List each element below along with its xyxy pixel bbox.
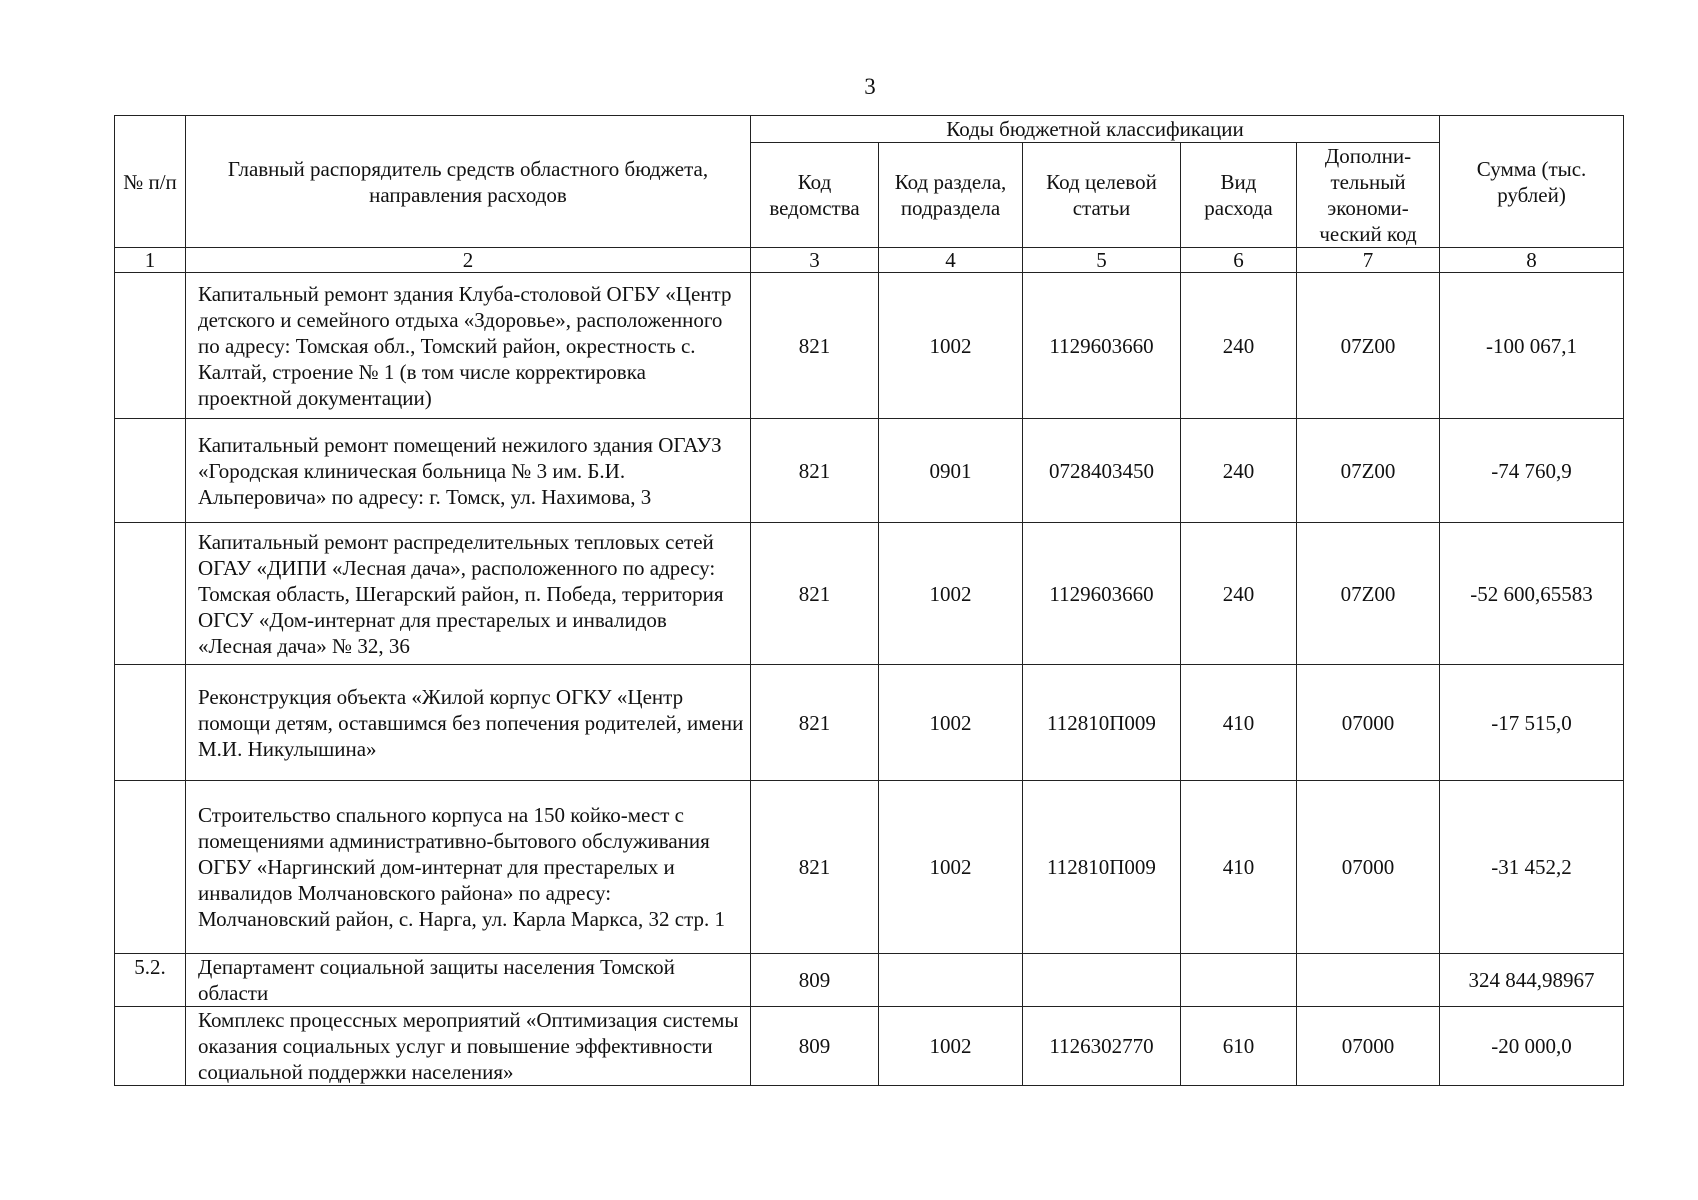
row-econ-code [1297, 954, 1440, 1007]
column-index: 7 [1297, 248, 1440, 273]
row-target-code: 0728403450 [1023, 419, 1181, 523]
header-section-code: Код раздела, подраздела [879, 143, 1023, 248]
header-codes-group: Коды бюджетной классификации [751, 116, 1440, 143]
table-row [115, 954, 1624, 1007]
row-expense-type: 410 [1181, 781, 1297, 954]
row-dept-code: 821 [751, 665, 879, 781]
row-target-code [1023, 954, 1181, 1007]
table-row [115, 523, 1624, 665]
row-name: Департамент социальной защиты населения Томской области [186, 954, 751, 1007]
column-index: 3 [751, 248, 879, 273]
row-sum: -20 000,0 [1440, 1007, 1624, 1086]
row-expense-type: 410 [1181, 665, 1297, 781]
row-sum: -31 452,2 [1440, 781, 1624, 954]
row-dept-code: 809 [751, 1007, 879, 1086]
row-expense-type: 240 [1181, 419, 1297, 523]
row-section-code: 1002 [879, 523, 1023, 665]
row-target-code: 1129603660 [1023, 273, 1181, 419]
row-expense-type [1181, 954, 1297, 1007]
column-index: 4 [879, 248, 1023, 273]
row-econ-code: 07Z00 [1297, 273, 1440, 419]
row-section-code [879, 954, 1023, 1007]
row-section-code: 0901 [879, 419, 1023, 523]
row-target-code: 112810П009 [1023, 665, 1181, 781]
row-dept-code: 821 [751, 273, 879, 419]
header-name: Главный распорядитель средств областного бюджета, направления расходов [186, 116, 751, 248]
table-row [115, 781, 1624, 954]
row-section-code: 1002 [879, 665, 1023, 781]
row-sum: -17 515,0 [1440, 665, 1624, 781]
table-row [115, 419, 1624, 523]
page-number: 3 [864, 74, 876, 99]
row-number [115, 1007, 186, 1086]
column-index: 6 [1181, 248, 1297, 273]
column-index: 2 [186, 248, 751, 273]
header-num: № п/п [115, 116, 186, 248]
row-econ-code: 07Z00 [1297, 419, 1440, 523]
row-number [115, 523, 186, 665]
row-econ-code: 07Z00 [1297, 523, 1440, 665]
row-expense-type: 240 [1181, 273, 1297, 419]
header-expense-type: Вид расхода [1181, 143, 1297, 248]
header-sum: Сумма (тыс. рублей) [1440, 116, 1624, 248]
row-sum: -100 067,1 [1440, 273, 1624, 419]
row-sum: -74 760,9 [1440, 419, 1624, 523]
row-number [115, 419, 186, 523]
row-name: Реконструкция объекта «Жилой корпус ОГКУ «Центр помощи детям, оставшимся без попечения родителей, имени М.И. Никулышина» [186, 665, 751, 781]
budget-table [114, 115, 1624, 1086]
row-sum: 324 844,98967 [1440, 954, 1624, 1007]
row-econ-code: 07000 [1297, 1007, 1440, 1086]
row-dept-code: 809 [751, 954, 879, 1007]
row-target-code: 1129603660 [1023, 523, 1181, 665]
row-number: 5.2. [115, 954, 186, 1007]
row-target-code: 1126302770 [1023, 1007, 1181, 1086]
row-name: Капитальный ремонт помещений нежилого здания ОГАУЗ «Городская клиническая больница № 3 им. Б.И. Альперовича» по адресу: г. Томск, ул. Нахимова, 3 [186, 419, 751, 523]
row-dept-code: 821 [751, 781, 879, 954]
row-expense-type: 610 [1181, 1007, 1297, 1086]
column-index: 1 [115, 248, 186, 273]
row-name: Капитальный ремонт распределительных тепловых сетей ОГАУ «ДИПИ «Лесная дача», расположенного по адресу: Томская область, Шегарский район, п. Победа, территория ОГСУ «Дом-интернат для престарелых и инвалидов «Лесная дача» № 32, 36 [186, 523, 751, 665]
row-number [115, 665, 186, 781]
row-name: Капитальный ремонт здания Клуба-столовой ОГБУ «Центр детского и семейного отдыха «Здоровье», расположенного по адресу: Томская обл., Томский район, окрестность с. Калтай, строение № 1 (в том числе корректировка проектной документации) [186, 273, 751, 419]
row-econ-code: 07000 [1297, 665, 1440, 781]
row-section-code: 1002 [879, 781, 1023, 954]
row-name: Строительство спального корпуса на 150 койко-мест с помещениями административно-бытового обслуживания ОГБУ «Наргинский дом-интернат для престарелых и инвалидов Молчановского района» по адресу: Молчановский район, с. Нарга, ул. Карла Маркса, 32 стр. 1 [186, 781, 751, 954]
row-sum: -52 600,65583 [1440, 523, 1624, 665]
row-number [115, 273, 186, 419]
row-name: Комплекс процессных мероприятий «Оптимизация системы оказания социальных услуг и повышение эффективности социальной поддержки населения» [186, 1007, 751, 1086]
row-dept-code: 821 [751, 523, 879, 665]
table-row [115, 1007, 1624, 1086]
header-target-code: Код целевой статьи [1023, 143, 1181, 248]
row-section-code: 1002 [879, 1007, 1023, 1086]
row-target-code: 112810П009 [1023, 781, 1181, 954]
column-index: 8 [1440, 248, 1624, 273]
row-econ-code: 07000 [1297, 781, 1440, 954]
row-number [115, 781, 186, 954]
row-expense-type: 240 [1181, 523, 1297, 665]
column-index: 5 [1023, 248, 1181, 273]
header-dept-code: Код ведомства [751, 143, 879, 248]
row-section-code: 1002 [879, 273, 1023, 419]
table-row [115, 665, 1624, 781]
row-dept-code: 821 [751, 419, 879, 523]
table-row [115, 273, 1624, 419]
header-econ-code: Дополни-тельный экономи-ческий код [1297, 143, 1440, 248]
